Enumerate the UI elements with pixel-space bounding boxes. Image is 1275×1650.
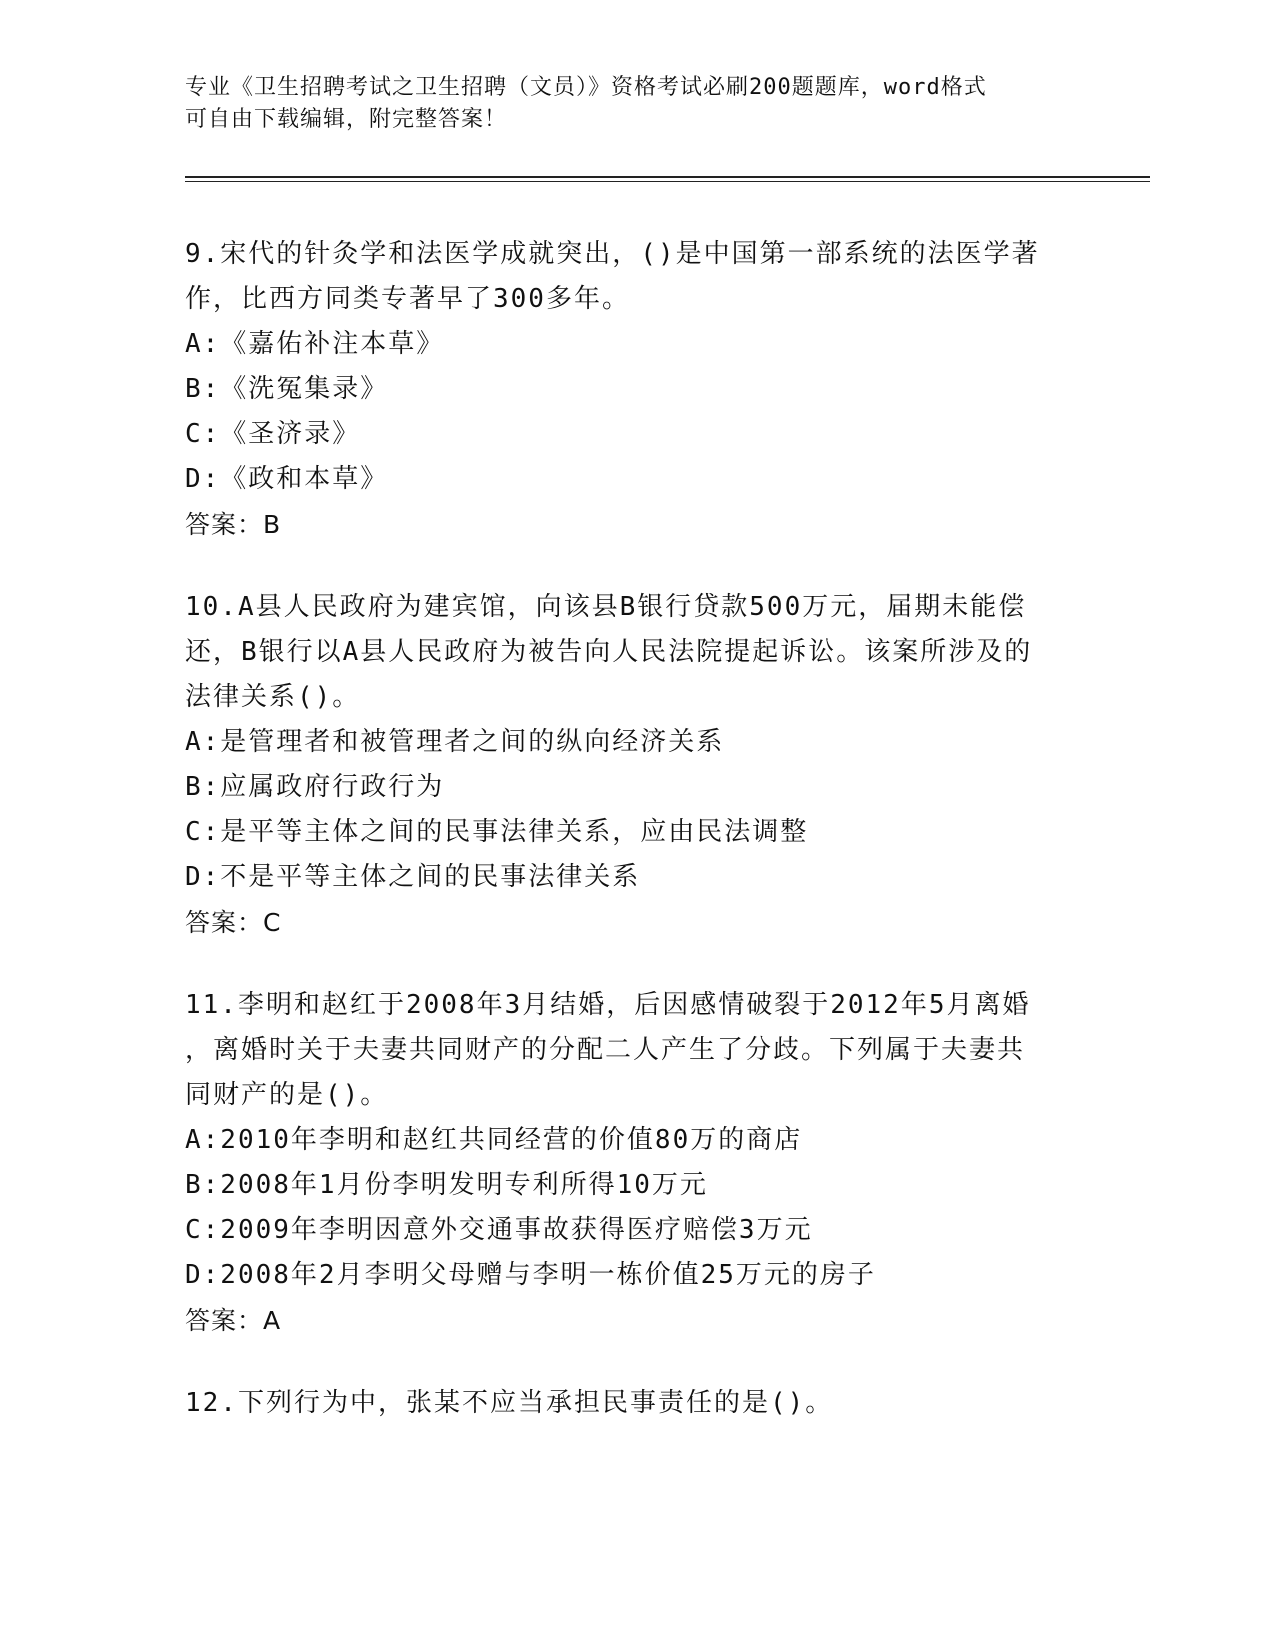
question-stem-line: ，离婚时关于夫妻共同财产的分配二人产生了分歧。下列属于夫妻共 bbox=[185, 1035, 1026, 1065]
header-line-1: 专业《卫生招聘考试之卫生招聘（文员）》资格考试必刷200题题库，word格式 bbox=[185, 75, 987, 100]
question-stem-line: 还，B银行以A县人民政府为被告向人民法院提起诉讼。该案所涉及的 bbox=[185, 637, 1033, 667]
question-10 bbox=[185, 585, 1085, 945]
option-b: B:2008年1月份李明发明专利所得10万元 bbox=[185, 1170, 708, 1200]
option-c: C:《圣济录》 bbox=[185, 419, 361, 449]
option-a: A:《嘉佑补注本草》 bbox=[185, 329, 445, 359]
answer: 答案：B bbox=[185, 510, 282, 539]
question-stem-line: 9.宋代的针灸学和法医学成就突出，()是中国第一部系统的法医学著 bbox=[185, 239, 1040, 269]
option-d: D:《政和本草》 bbox=[185, 464, 389, 494]
question-stem bbox=[185, 232, 1085, 322]
question-stem bbox=[185, 585, 1085, 720]
question-stem-line: 12.下列行为中，张某不应当承担民事责任的是()。 bbox=[185, 1388, 834, 1418]
question-stem-line: 11.李明和赵红于2008年3月结婚，后因感情破裂于2012年5月离婚 bbox=[185, 990, 1031, 1020]
option-b: B:应属政府行政行为 bbox=[185, 772, 445, 802]
option-a: A:2010年李明和赵红共同经营的价值80万的商店 bbox=[185, 1125, 803, 1155]
header-line-2: 可自由下载编辑，附完整答案！ bbox=[185, 107, 508, 132]
question-list bbox=[185, 232, 1085, 1464]
question-11 bbox=[185, 983, 1085, 1343]
document-header bbox=[185, 72, 1085, 136]
question-stem-line: 法律关系()。 bbox=[185, 682, 361, 712]
header-divider-thin bbox=[185, 181, 1150, 182]
question-stem-line: 10.A县人民政府为建宾馆，向该县B银行贷款500万元，届期未能偿 bbox=[185, 592, 1027, 622]
answer: 答案：C bbox=[185, 908, 282, 937]
question-12 bbox=[185, 1381, 1085, 1426]
question-9 bbox=[185, 232, 1085, 547]
option-c: C:2009年李明因意外交通事故获得医疗赔偿3万元 bbox=[185, 1215, 813, 1245]
question-stem bbox=[185, 1381, 1085, 1426]
question-stem-line: 作，比西方同类专著早了300多年。 bbox=[185, 284, 630, 314]
option-d: D:不是平等主体之间的民事法律关系 bbox=[185, 862, 641, 892]
option-b: B:《洗冤集录》 bbox=[185, 374, 389, 404]
question-stem bbox=[185, 983, 1085, 1118]
option-c: C:是平等主体之间的民事法律关系，应由民法调整 bbox=[185, 817, 809, 847]
option-a: A:是管理者和被管理者之间的纵向经济关系 bbox=[185, 727, 725, 757]
answer: 答案：A bbox=[185, 1306, 282, 1335]
question-stem-line: 同财产的是()。 bbox=[185, 1080, 389, 1110]
header-divider-thick bbox=[185, 176, 1150, 178]
option-d: D:2008年2月李明父母赠与李明一栋价值25万元的房子 bbox=[185, 1260, 876, 1290]
